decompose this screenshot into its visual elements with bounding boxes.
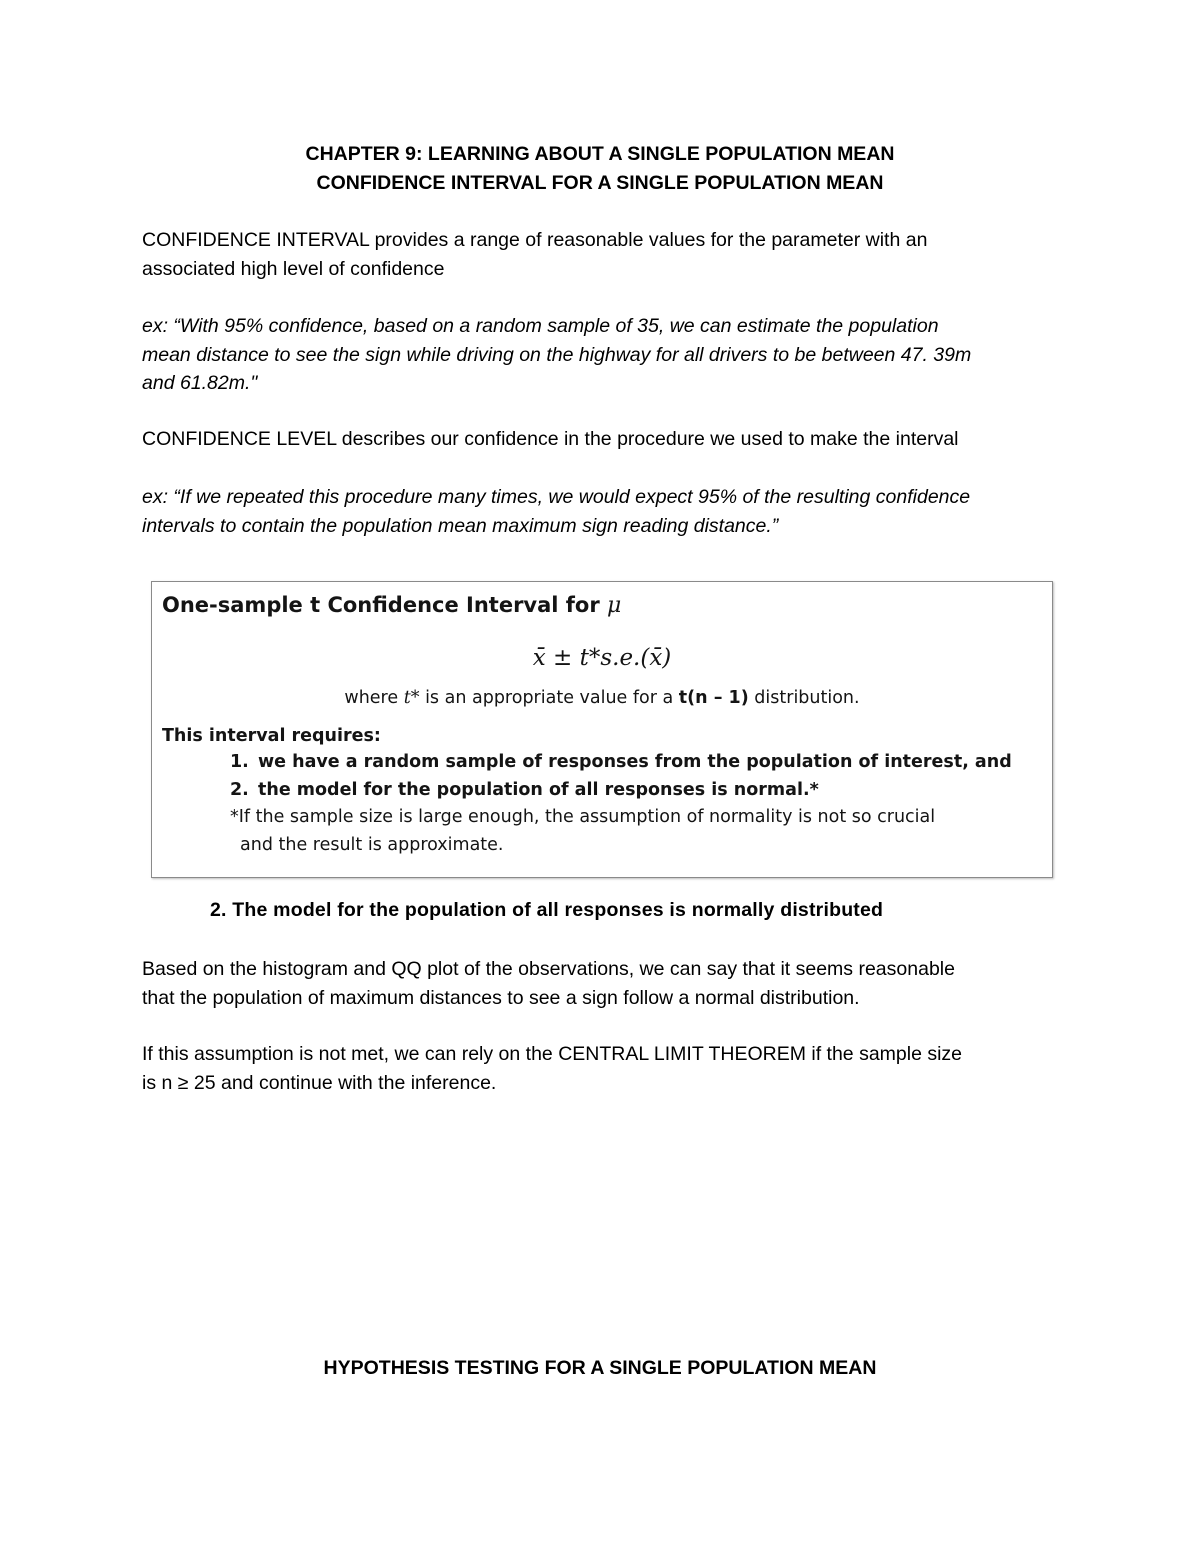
ci-definition [142, 226, 1062, 283]
normality-note-line-2: and the result is approximate. [240, 834, 504, 855]
requirement-text: we have a random sample of responses from the population of interest, and [258, 752, 1012, 772]
ci-example-line-1: ex: “With 95% confidence, based on a random sample of 35, we can estimate the population [142, 315, 939, 337]
ci-example [142, 312, 1062, 398]
requirement-text: the model for the population of all responses is normal.* [258, 779, 819, 800]
ci-definition-line-2: associated high level of confidence [142, 257, 445, 280]
requirement-item [230, 777, 1012, 805]
chapter-heading [0, 140, 1200, 198]
mu-symbol: μ [607, 593, 622, 618]
cl-example [142, 483, 1062, 540]
t-distribution-symbol: t(n – 1) [678, 688, 749, 708]
requirements-label: This interval requires: [162, 726, 381, 746]
clt-line-1: If this assumption is not met, we can rely on the CENTRAL LIMIT THEOREM if the sample size [142, 1043, 963, 1065]
clt-line-2: is n ≥ 25 and continue with the inference. [142, 1071, 497, 1094]
where-prefix: where [344, 688, 404, 708]
section-title: CONFIDENCE INTERVAL FOR A SINGLE POPULATION MEAN [316, 172, 884, 194]
ci-formula-box [151, 581, 1053, 878]
ci-example-line-2: mean distance to see the sign while driving on the highway for all drivers to be between 47. 39m [142, 343, 972, 366]
hypothesis-heading [0, 1354, 1200, 1383]
requirement-number: 2. [230, 779, 249, 800]
requirement-item [230, 749, 1012, 777]
normality-line-1: Based on the histogram and QQ plot of the observations, we can say that it seems reasonable [142, 958, 955, 980]
requirements-list [230, 749, 1012, 859]
ci-example-line-3: and 61.82m." [142, 372, 258, 394]
ci-where-line [152, 684, 1052, 712]
ci-box-title [162, 590, 621, 621]
normality-note-line-1: *If the sample size is large enough, the assumption of normality is not so crucial [230, 807, 936, 827]
ci-formula: x̄ ± t*s.e.(x̄) [532, 645, 672, 671]
cl-example-line-1: ex: “If we repeated this procedure many times, we would expect 95% of the resulting confidence [142, 486, 971, 508]
cl-example-line-2: intervals to contain the population mean maximum sign reading distance.” [142, 514, 779, 537]
normality-line-2: that the population of maximum distances to see a sign follow a normal distribution. [142, 986, 860, 1009]
chapter-title: CHAPTER 9: LEARNING ABOUT A SINGLE POPULATION MEAN [305, 143, 895, 165]
ci-definition-line-1: CONFIDENCE INTERVAL provides a range of reasonable values for the parameter with an [142, 229, 928, 251]
requirement-number: 1. [230, 752, 249, 772]
clt-paragraph [142, 1040, 1062, 1097]
normality-paragraph [142, 955, 1062, 1012]
normality-heading: 2. The model for the population of all responses is normally distributed [210, 899, 884, 921]
ci-box-title-text: One-sample t Confidence Interval for [162, 593, 608, 617]
where-middle: is an appropriate value for a [419, 688, 679, 708]
cl-definition-line-1: CONFIDENCE LEVEL describes our confidence in the procedure we used to make the interval [142, 428, 959, 450]
t-star-symbol: t* [403, 688, 420, 708]
hypothesis-title: HYPOTHESIS TESTING FOR A SINGLE POPULATION MEAN [323, 1357, 877, 1379]
where-suffix: distribution. [748, 688, 860, 708]
cl-definition [142, 425, 1062, 454]
